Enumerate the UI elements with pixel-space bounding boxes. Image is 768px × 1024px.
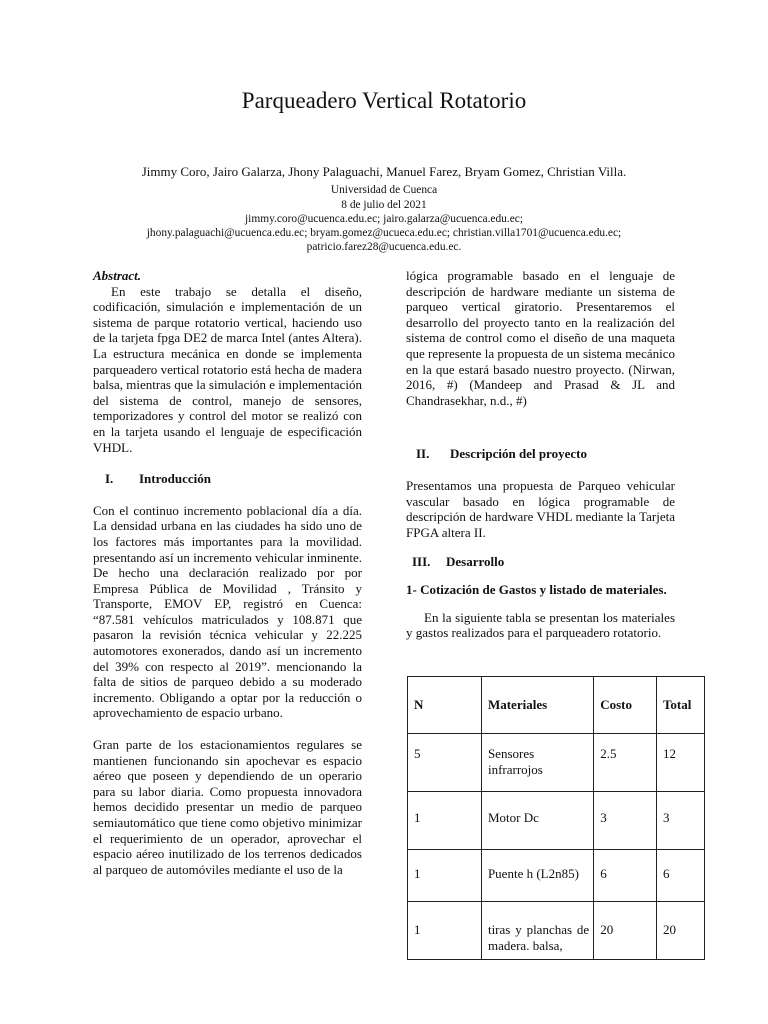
table-cell: 1 [408,792,482,850]
table-cell: 1 [408,850,482,902]
table-header-cell: Costo [594,677,657,734]
intro-paragraph: Gran parte de los estacionamientos regulares se mantienen funcionando sin apochevar es espacio aéreo que poseen y dependiendo de un operario para su labor diaria. Como propuesta innovadora hemos decidido presentar un medio de parqueo semiautomático que tiene como objetivo minimizar el requerimiento de un operador, aprovechar el espacio aéreo inutilizado de los terrenos dedicados al parqueo de automóviles mediante el uso de la [93,737,362,877]
section-number: II. [416,446,430,462]
section-heading-dev [406,554,675,570]
table-cell: 6 [594,850,657,902]
table-cell: 12 [656,734,704,792]
table-cell: 5 [408,734,482,792]
table-header-cell: Total [656,677,704,734]
table-row [408,850,705,902]
section-heading-desc [406,446,675,462]
table-cell: Sensores infrarrojos [481,734,593,792]
email-line: jhony.palaguachi@ucuenca.edu.ec; bryam.gomez@ucueca.edu.ec; christian.villa1701@ucuenca.edu.ec; [146,227,622,239]
table-intro: En la siguiente tabla se presentan los materiales y gastos realizados para el parqueadero rotatorio. [406,609,675,641]
table-cell: 6 [656,850,704,902]
section-number: I. [105,471,114,487]
section-title: Introducción [139,471,211,487]
section-heading-intro [93,471,362,487]
publication-date: 8 de julio del 2021 [341,199,427,211]
table-header-row [408,677,705,734]
abstract-label: Abstract. [93,268,142,283]
paper-title: Parqueadero Vertical Rotatorio [241,88,527,113]
subsection-heading: 1- Cotización de Gastos y listado de materiales. [406,581,667,597]
table-row [408,734,705,792]
author-list: Jimmy Coro, Jairo Galarza, Jhony Palaguachi, Manuel Farez, Bryam Gomez, Christian Villa. [141,164,627,179]
left-column [93,268,362,877]
table-header-cell: N [408,677,482,734]
table-cell: 2.5 [594,734,657,792]
abstract-text: En este trabajo se detalla el diseño, codificación, simulación e implementación de un sistema de parque rotatorio vertical, haciendo uso de la tarjeta fpga DE2 de marca Intel (antes Altera). La estructura mecánica en donde se implementa parqueadero vertical rotatorio está hecha de madera balsa, mientras que la simulación e implementación del sistema de control, manejo de sensores, temporizadores y control del motor se realizó con en la tarjeta usando el lenguaje de especificación VHDL. [93,283,362,455]
table-cell: Motor Dc [481,792,593,850]
table-row [408,792,705,850]
intro-paragraph-continued: lógica programable basado en el lenguaje de descripción de hardware mediante un sistema de parqueo vertical giratorio. Presentaremos el desarrollo del proyecto tanto en la realización del sistema de control como el diseño de una maqueta que represente la propuesta de un sistema mecánico en la que estará basado nuestro proyecto. (Nirwan, 2016, #) (Mandeep and Prasad & JL and Chandrasekhar, n.d., #) [406,268,675,408]
intro-paragraph: Con el continuo incremento poblacional día a día. La densidad urbana en las ciudades ha sido uno de los factores más importantes para la movilidad. presentando así un incremento vehicular inminente. De hecho una declaración realizado por por Empresa Pública de Movilidad , Tránsito y Transporte, EMOV EP, registró en Cuenca: “87.581 vehículos matriculados y 108.871 que pasaron la revisión técnica vehicular y 22.225 automotores exonerados, dando así un incremento del 39% con respecto al 2019”. mencionando la falta de sitios de parqueo debido a su moderado incremento. Obligando a optar por la reducción o aprovechamiento de espacio urbano. [93,502,362,721]
email-line: patricio.farez28@ucuenca.edu.ec. [306,241,462,253]
table-cell: 20 [656,902,704,960]
materials-table [407,676,705,960]
table-cell: tiras y planchas de madera. balsa, [481,902,593,960]
table-row [408,902,705,960]
email-line: jimmy.coro@ucuenca.edu.ec; jairo.galarza@ucuenca.edu.ec; [245,213,523,225]
section-title: Desarrollo [446,554,505,570]
table-cell: 1 [408,902,482,960]
table-cell: 20 [594,902,657,960]
right-column [406,268,675,641]
table-cell: 3 [656,792,704,850]
table-cell: 3 [594,792,657,850]
affiliation: Universidad de Cuenca [330,184,438,196]
section-number: III. [412,554,431,570]
table-header-cell: Materiales [481,677,593,734]
desc-paragraph: Presentamos una propuesta de Parqueo vehicular vascular basado en lógica programable de descripción de hardware VHDL mediante la Tarjeta FPGA altera II. [406,477,675,540]
table-cell: Puente h (L2n85) [481,850,593,902]
section-title: Descripción del proyecto [450,446,587,462]
